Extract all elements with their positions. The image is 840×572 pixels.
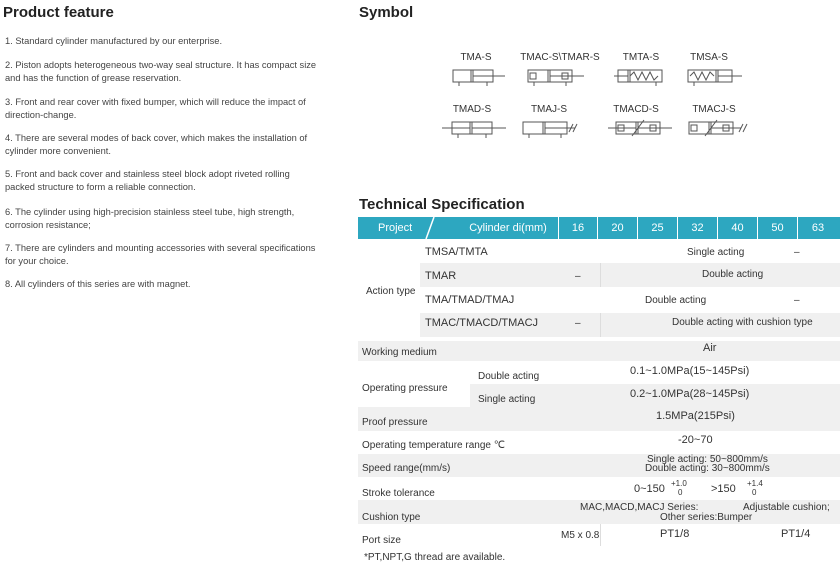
cushion-label: Cushion type: [362, 512, 421, 523]
cylinder-symbol-tmta-s: [612, 66, 674, 88]
cylinder-symbol-tmaj-s: [515, 118, 585, 140]
action-type-label: Action type: [366, 286, 416, 297]
action-model-4: TMAC/TMACD/TMACJ: [425, 317, 539, 329]
action-desc-4: Double acting with cushion type: [672, 317, 813, 328]
stroke-a-base: 0~150: [634, 483, 665, 495]
speed-line-2: Double acting: 30~800mm/s: [645, 463, 770, 474]
speed-label: Speed range(mm/s): [362, 463, 451, 474]
action-right-3: –: [794, 295, 800, 306]
symbol-label-tmacd-s: TMACD-S: [613, 104, 659, 115]
pressure-label: Operating pressure: [362, 383, 448, 394]
symbol-title: Symbol: [359, 4, 414, 21]
symbol-label-tmac-s: TMAC-S\TMAR-S: [520, 52, 600, 63]
symbol-label-tmaj-s: TMAJ-S: [530, 104, 568, 115]
symbol-label-tmta-s: TMTA-S: [622, 52, 660, 63]
stroke-a-sub: 0: [678, 488, 683, 497]
header-size-63: 63: [811, 222, 825, 234]
symbol-label-tmsa-s: TMSA-S: [690, 52, 728, 63]
port-value-pt14: PT1/4: [781, 528, 811, 540]
medium-value: Air: [703, 342, 717, 354]
feature-item-3: 3. Front and rear cover with fixed bumper, which will reduce the impact of direction-change.: [5, 97, 306, 120]
header-cylinder-bore: Cylinder di(mm): [469, 222, 547, 234]
temp-label: Operating temperature range ℃: [362, 440, 505, 451]
header-size-40: 40: [731, 222, 744, 234]
cushion-line-1: MAC,MACD,MACJ Series:: [580, 502, 699, 513]
feature-item-7: 7. There are cylinders and mounting accessories with several specifications for your choice.: [5, 243, 316, 266]
cylinder-symbol-tmac-s: [520, 66, 590, 88]
symbol-label-tma-s: TMA-S: [460, 52, 492, 63]
symbol-label-tmad-s: TMAD-S: [452, 104, 492, 115]
header-size-32: 32: [691, 222, 704, 234]
action-left-4: –: [575, 318, 581, 329]
cylinder-symbol-tmad-s: [440, 118, 510, 140]
port-divider: [600, 524, 601, 546]
action-model-2: TMAR: [425, 270, 457, 282]
action-desc-2: Double acting: [702, 269, 764, 280]
header-project: Project: [378, 222, 413, 234]
cylinder-symbol-tmacd-s: [606, 118, 676, 140]
header-size-16: 16: [571, 222, 585, 234]
stroke-a-sup: +1.0: [671, 479, 687, 488]
action-desc-3: Double acting: [645, 295, 707, 306]
header-size-25: 25: [651, 222, 664, 234]
pressure-double-value: 0.1~1.0MPa(15~145Psi): [630, 365, 750, 377]
action-model-1: TMSA/TMTA: [425, 246, 488, 258]
medium-label: Working medium: [362, 347, 437, 358]
proof-label: Proof pressure: [362, 417, 428, 428]
header-size-50: 50: [771, 222, 784, 234]
thread-note: *PT,NPT,G thread are available.: [364, 552, 506, 563]
spec-title: Technical Specification: [359, 196, 525, 213]
stroke-b-base: >150: [711, 483, 736, 495]
action-desc-1: Single acting: [687, 247, 745, 258]
pressure-single-label: Single acting: [478, 394, 536, 405]
temp-value: -20~70: [678, 434, 713, 446]
header-size-20: 20: [611, 222, 624, 234]
pressure-single-value: 0.2~1.0MPa(28~145Psi): [630, 388, 750, 400]
cushion-line-1b: Adjustable cushion;: [743, 502, 830, 513]
port-value-m5: M5 x 0.8: [561, 530, 600, 541]
stroke-b-sup: +1.4: [747, 479, 763, 488]
port-label: Port size: [362, 535, 401, 546]
cushion-line-2: Other series:Bumper: [660, 512, 753, 523]
cylinder-symbol-tmsa-s: [684, 66, 746, 88]
proof-row: [358, 407, 840, 431]
action-divider-4: [600, 313, 601, 337]
pressure-double-label: Double acting: [478, 371, 540, 382]
stroke-label: Stroke tolerance: [362, 488, 435, 499]
action-divider-2: [600, 263, 601, 287]
port-value-pt18: PT1/8: [660, 528, 690, 540]
action-model-3: TMA/TMAD/TMAJ: [425, 294, 515, 306]
feature-item-4: 4. There are several modes of back cover, which makes the installation of cylinder more convenient.: [5, 133, 308, 156]
speed-line-1: Single acting: 50~800mm/s: [647, 454, 768, 465]
action-right-1: –: [794, 247, 800, 258]
cylinder-symbol-tma-s: [445, 66, 511, 88]
product-feature-title: Product feature: [3, 4, 114, 21]
symbol-label-tmacj-s: TMACJ-S: [692, 104, 736, 115]
feature-item-5: 5. Front and back cover and stainless steel block adopt riveted rolling packed structure to form a reliable connection.: [5, 169, 290, 192]
stroke-b-sub: 0: [752, 488, 757, 497]
cylinder-symbol-tmacj-s: [683, 118, 753, 140]
feature-item-1: 1. Standard cylinder manufactured by our enterprise.: [5, 36, 223, 46]
feature-item-6: 6. The cylinder using high-precision stainless steel tube, high strength, corrosion resistance;: [5, 207, 295, 230]
action-left-2: –: [575, 271, 581, 282]
feature-item-8: 8. All cylinders of this series are with magnet.: [5, 279, 191, 289]
feature-item-2: 2. Piston adopts heterogeneous two-way seal structure. It has compact size and has the function of grease reservation.: [5, 60, 317, 83]
proof-value: 1.5MPa(215Psi): [656, 410, 735, 422]
action-row-2: [420, 263, 840, 287]
